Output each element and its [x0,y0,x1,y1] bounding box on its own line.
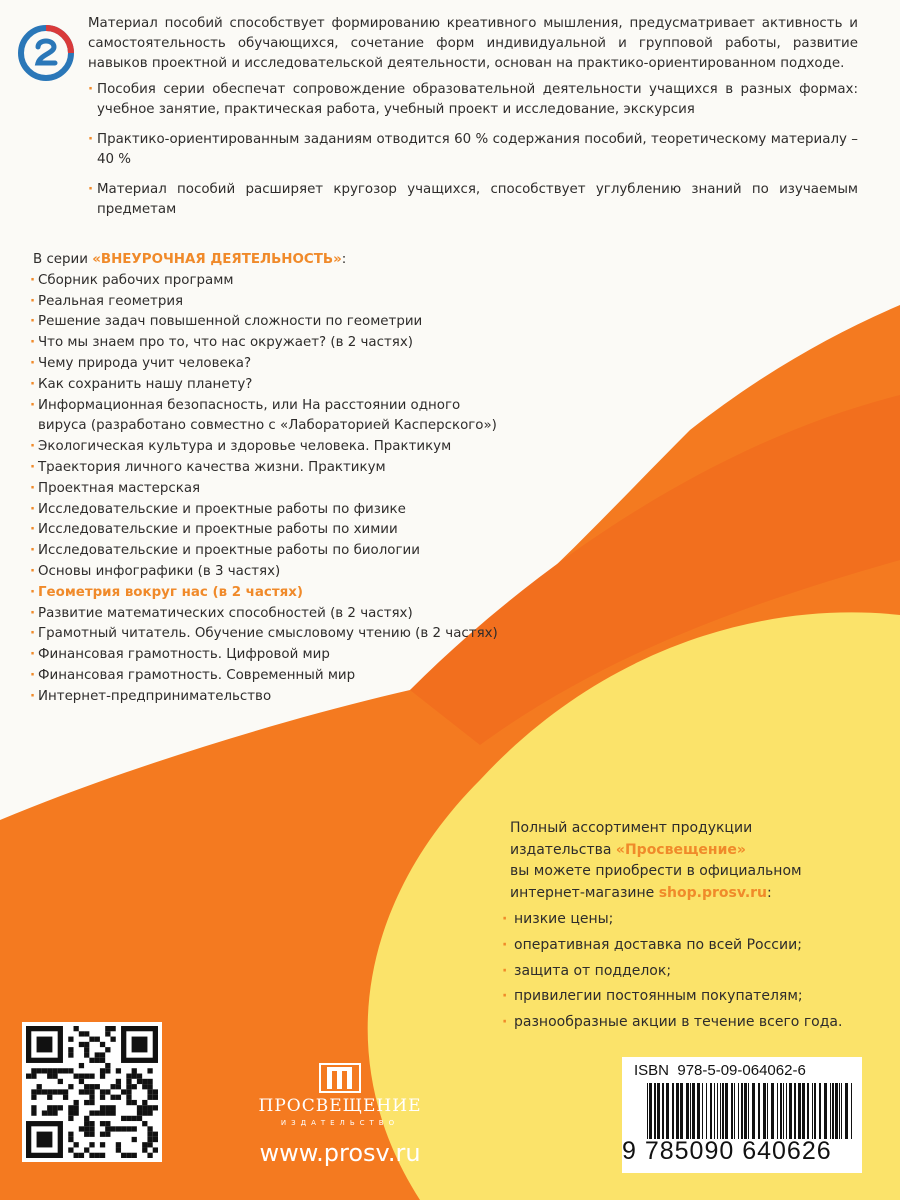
series-item: · Реальная геометрия [30,292,500,313]
series-item: · Исследовательские и проектные работы по физике [30,500,500,521]
intro-bullet: · Материал пособий расширяет кругозор учащихся, способствует углублению знаний по изучаемым предметам [88,182,858,217]
series-item: · Информационная безопасность, или На расстоянии одного вируса (разработано совместно с «Лабораторией Касперского») [30,397,497,434]
publisher-logo-icon [18,25,74,81]
bullet-dot-icon: · [88,132,94,147]
bullet-dot-icon: · [502,1013,508,1030]
bullet-dot-icon: · [502,988,508,1005]
bullet-dot-icon: · [30,667,36,683]
bullet-dot-icon: · [30,439,36,455]
series-item: · Основы инфографики (в 3 частях) [30,562,500,583]
barcode-digits: 9 785090 640626 [622,1137,832,1165]
website-link[interactable]: www.prosv.ru [259,1139,421,1167]
bullet-dot-icon: · [30,522,36,538]
bullet-dot-icon: · [30,647,36,663]
bullet-dot-icon: · [30,355,36,371]
intro-block [88,14,858,230]
bullet-dot-icon: · [30,459,36,475]
bullet-dot-icon: · [502,936,508,953]
intro-paragraph: Материал пособий способствует формированию креативного мышления, предусматривает активность и самостоятельность обучающихся, сочетание форм индивидуальной и групповой работы, развитие навыков проектной и исследовательской деятельности, основан на практико-ориентированном подходе. [88,16,858,71]
series-item: · Траектория личного качества жизни. Практикум [30,458,500,479]
bullet-dot-icon: · [88,82,94,97]
intro-bullets [88,80,858,220]
series-item: · Сборник рабочих программ [30,271,500,292]
bullet-dot-icon: · [30,314,36,330]
series-item: · Как сохранить нашу планету? [30,375,500,396]
bullet-dot-icon: · [30,293,36,309]
bullet-dot-icon: · [30,563,36,579]
intro-bullet: · Пособия серии обеспечат сопровождение образовательной деятельности учащихся в разных формах: учебное занятие, практическая работа, учебный проект и исследование, экскурсия [88,82,858,117]
shop-benefit: · защита от подделок; [500,961,860,983]
series-heading: В серии «ВНЕУРОЧНАЯ ДЕЯТЕЛЬНОСТЬ»: [33,252,347,267]
shop-benefit: · привилегии постоянным покупателям; [500,986,860,1008]
bullet-dot-icon: · [30,480,36,496]
series-item: · Грамотный читатель. Обучение смысловому чтению (в 2 частях) [30,624,500,645]
bullet-dot-icon: · [30,584,36,600]
series-item: · Чему природа учит человека? [30,354,500,375]
bullet-dot-icon: · [88,182,94,197]
bullet-dot-icon: · [30,376,36,392]
bullet-dot-icon: · [30,688,36,704]
series-item: · Финансовая грамотность. Цифровой мир [30,645,500,666]
shop-block [500,818,860,1037]
series-item: · Финансовая грамотность. Современный мир [30,666,500,687]
shop-benefit: · разнообразные акции в течение всего года. [500,1012,860,1034]
bullet-dot-icon: · [30,543,36,559]
shop-benefit: · низкие цены; [500,909,860,931]
series-item: · Что мы знаем про то, что нас окружает? (в 2 частях) [30,333,500,354]
publisher-brand: «Просвещение» [615,841,746,858]
shop-intro: Полный ассортимент продукции издательства «Просвещение» вы можете приобрести в официальном интернет-магазине shop.prosv.ru: [510,820,802,901]
series-item: · Исследовательские и проектные работы по биологии [30,541,500,562]
series-item: · Решение задач повышенной сложности по геометрии [30,312,500,333]
series-item: · Проектная мастерская [30,479,500,500]
publisher-subtitle: ИЗДАТЕЛЬСТВО [280,1119,400,1127]
bullet-dot-icon: · [30,626,36,642]
shop-benefits [500,909,860,1033]
series-item: · Исследовательские и проектные работы по химии [30,520,500,541]
publisher-emblem-icon [318,1062,362,1094]
publisher-name: ПРОСВЕЩЕНИЕ [258,1096,422,1116]
bullet-dot-icon: · [502,911,508,928]
series-item: · Интернет-предпринимательство [30,687,500,708]
bullet-dot-icon: · [30,501,36,517]
qr-code-icon[interactable] [22,1022,162,1162]
barcode-icon [647,1083,852,1139]
shop-benefit: · оперативная доставка по всей России; [500,935,860,957]
bullet-dot-icon: · [30,335,36,351]
shop-url-link[interactable]: shop.prosv.ru [658,884,768,901]
isbn-line: ISBN 978-5-09-064062-6 [634,1062,806,1079]
bullet-dot-icon: · [30,397,36,413]
bullet-dot-icon: · [30,272,36,288]
series-item: · Развитие математических способностей (в 2 частях) [30,604,500,625]
isbn-number: 978-5-09-064062-6 [677,1062,806,1079]
intro-bullet: · Практико-ориентированным заданиям отводится 60 % содержания пособий, теоретическому материалу – 40 % [88,132,858,167]
isbn-box [622,1057,862,1173]
series-item-current: · Геометрия вокруг нас (в 2 частях) [30,583,500,604]
series-list [30,271,500,708]
series-list-block [30,250,500,708]
bullet-dot-icon: · [502,962,508,979]
series-item: · Экологическая культура и здоровье человека. Практикум [30,437,500,458]
series-name: «ВНЕУРОЧНАЯ ДЕЯТЕЛЬНОСТЬ» [92,252,342,267]
bullet-dot-icon: · [30,605,36,621]
